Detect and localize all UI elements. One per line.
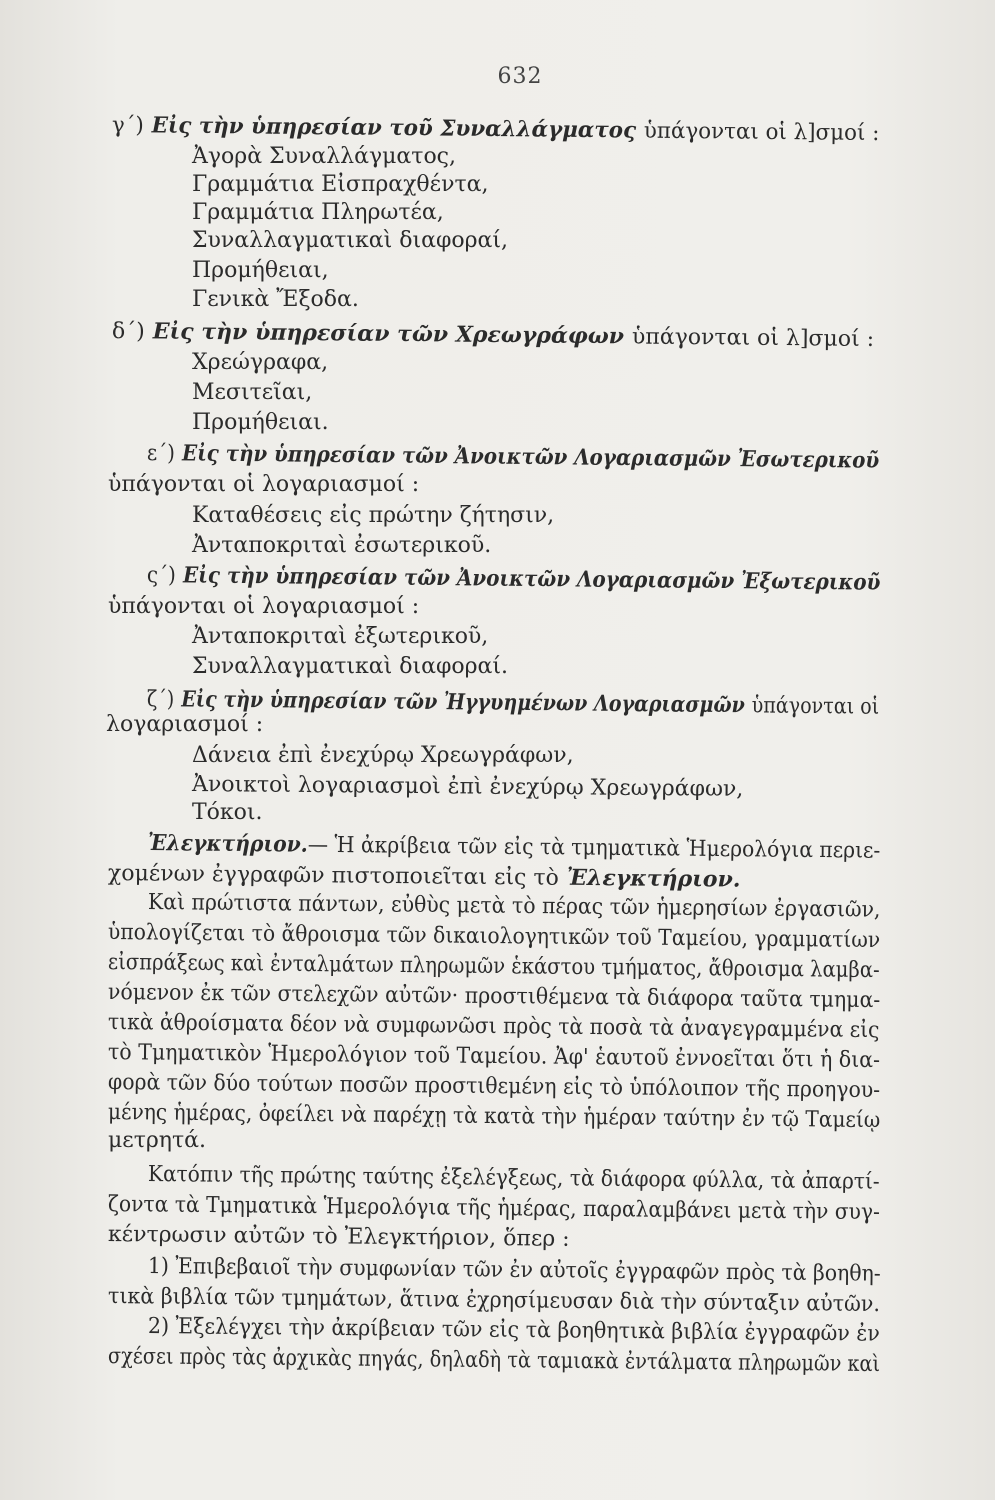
paragraph-2-line: ὑπολογίζεται τὸ ἄθροισμα τῶν δικαιολογητικῶν τοῦ Ταμείου, γραμματίων [107, 920, 881, 954]
section-d-heading [112, 318, 874, 353]
section-g-label: γ΄) [111, 113, 144, 139]
paragraph-1-text: — Ἡ ἀκρίβεια τῶν εἰς τὰ τμηματικὰ Ἡμερολόγια περιε- [307, 832, 881, 864]
section-d-item: Μεσιτεῖαι, [192, 380, 313, 405]
section-z-label: ζ΄) [146, 687, 175, 713]
paragraph-1-emph: Ἐλεγκτήριον. [566, 864, 741, 893]
section-d-item: Προμήθειαι. [192, 410, 329, 435]
paragraph-3-line: ζοντα τὰ Τμηματικὰ Ἡμερολόγια τῆς ἡμέρας, παραλαμβάνει μετὰ τὴν συγ- [107, 1192, 881, 1226]
paragraph-2-line: νόμενον ἐκ τῶν στελεχῶν αὐτῶν· προστιθέμενα τὰ διάφορα ταῦτα τμημα- [107, 980, 881, 1014]
section-e-item: Καταθέσεις εἰς πρώτην ζήτησιν, [192, 503, 555, 528]
section-g-item: Ἀγορὰ Συναλλάγματος, [192, 144, 456, 169]
paragraph-3-line: Κατόπιν τῆς πρώτης ταύτης ἐξελέγξεως, τὰ διάφορα φύλλα, τὰ ἀπαρτί- [147, 1162, 880, 1195]
section-e-heading [147, 440, 879, 475]
section-g-item: Προμήθειαι, [192, 258, 329, 283]
paragraph-1-line [148, 830, 881, 865]
paragraph-5-line: 2) Ἐξελέγχει τὴν ἀκρίβειαν τῶν εἰς τὰ βοηθητικὰ βιβλία ἐγγραφῶν ἐν [147, 1314, 881, 1347]
section-st-cont: ὑπάγονται οἱ λογαριασμοί : [108, 594, 420, 619]
section-z-item: Δάνεια ἐπὶ ἐνεχύρῳ Χρεωγράφων, [192, 743, 574, 768]
section-st-label: ς΄) [146, 563, 176, 589]
section-g-item: Γενικὰ Ἔξοδα. [192, 287, 359, 312]
section-z-title: Εἰς τὴν ὑπηρεσίαν τῶν Ἠγγυημένων Λογαριασμῶν [181, 686, 745, 719]
paragraph-2-line: Καὶ πρώτιστα πάντων, εὐθὺς μετὰ τὸ πέρας τῶν ἡμερησίων ἐργασιῶν, [147, 890, 881, 923]
section-e-cont: ὑπάγονται οἱ λογαριασμοί : [108, 472, 420, 497]
section-z-cont: λογαριασμοί : [106, 712, 264, 737]
paragraph-1-line [108, 860, 741, 894]
paragraph-2-line: μετρητά. [108, 1128, 207, 1153]
section-z-item: Ἀνοικτοὶ λογαριασμοὶ ἐπὶ ἐνεχύρῳ Χρεωγράφων, [191, 772, 744, 802]
section-g-title: Εἰς τὴν ὑπηρεσίαν τοῦ Συναλλάγματος [151, 112, 637, 144]
paragraph-2-line: τικὰ ἀθροίσματα δέον νὰ συμφωνῶσι πρὸς τὰ ποσὰ τὰ ἀναγεγραμμένα εἰς [107, 1010, 880, 1044]
section-e-item: Ἀνταποκριταὶ ἐσωτερικοῦ. [192, 533, 492, 558]
section-d-label: δ΄) [111, 319, 145, 345]
section-d-title: Εἰς τὴν ὑπηρεσίαν τῶν Χρεωγράφων [152, 318, 625, 350]
section-st-title: Εἰς τὴν ὑπηρεσίαν τῶν Ἀνοικτῶν Λογαριασμῶν Ἐξωτερικοῦ [182, 562, 881, 596]
paragraph-1-text: χομένων ἐγγραφῶν πιστοποιεῖται εἰς τὸ [107, 861, 559, 891]
paragraph-1-heading: Ἐλεγκτήριον. [147, 830, 308, 858]
section-g-item: Γραμμάτια Εἰσπραχθέντα, [192, 172, 489, 197]
paragraph-4-line: 1) Ἐπιβεβαιοῖ τὴν συμφωνίαν τῶν ἐν αὐτοῖς ἐγγραφῶν πρὸς τὰ βοηθη- [147, 1254, 881, 1287]
section-z-item: Τόκοι. [192, 800, 263, 825]
paragraph-5-line: σχέσει πρὸς τὰς ἀρχικὰς πηγάς, δηλαδὴ τὰ ταμιακὰ ἐντάλματα πληρωμῶν καὶ [107, 1344, 881, 1378]
paragraph-2-line: μένης ἡμέρας, ὀφείλει νὰ παρέχῃ τὰ κατὰ τὴν ἡμέραν ταύτην ἐν τῷ Ταμείῳ [107, 1100, 881, 1134]
section-z-tail: ὑπάγονται οἱ [751, 693, 880, 720]
section-st-heading [147, 562, 881, 597]
section-d-item: Χρεώγραφα, [192, 350, 329, 375]
section-st-item: Ἀνταποκριταὶ ἐξωτερικοῦ, [192, 624, 489, 649]
paragraph-3-line: κέντρωσιν αὐτῶν τὸ Ἐλεγκτήριον, ὅπερ : [107, 1222, 570, 1252]
section-g-item: Γραμμάτια Πληρωτέα, [192, 200, 444, 225]
paragraph-2-line: εἰσπράξεως καὶ ἐνταλμάτων πληρωμῶν ἑκάστου τμήματος, ἄθροισμα λαμβα- [107, 950, 880, 984]
paragraph-4-line: τικὰ βιβλία τῶν τμημάτων, ἅτινα ἐχρησίμευσαν διὰ τὴν σύνταξιν αὐτῶν. [107, 1284, 881, 1318]
section-e-label: ε΄) [146, 441, 176, 467]
section-e-title: Εἰς τὴν ὑπηρεσίαν τῶν Ἀνοικτῶν Λογαριασμῶν Ἐσωτερικοῦ [181, 440, 880, 474]
paragraph-2-line: φορὰ τῶν δύο τούτων ποσῶν προστιθεμένη εἰς τὸ ὑπόλοιπον τῆς προηγου- [107, 1070, 881, 1104]
section-g-item: Συναλλαγματικαὶ διαφοραί, [192, 228, 509, 253]
section-g-heading [112, 112, 880, 147]
paragraph-2-line: τὸ Τμηματικὸν Ἡμερολόγιον τοῦ Ταμείου. Ἀφ' ἑαυτοῦ ἐννοεῖται ὅτι ἡ δια- [107, 1040, 881, 1074]
page-number: 632 [497, 64, 543, 89]
section-d-tail: ὑπάγονται οἱ λ]σμοί : [631, 324, 875, 352]
section-g-tail: ὑπάγονται οἱ λ]σμοί : [643, 118, 880, 147]
section-st-item: Συναλλαγματικαὶ διαφοραί. [192, 654, 509, 679]
